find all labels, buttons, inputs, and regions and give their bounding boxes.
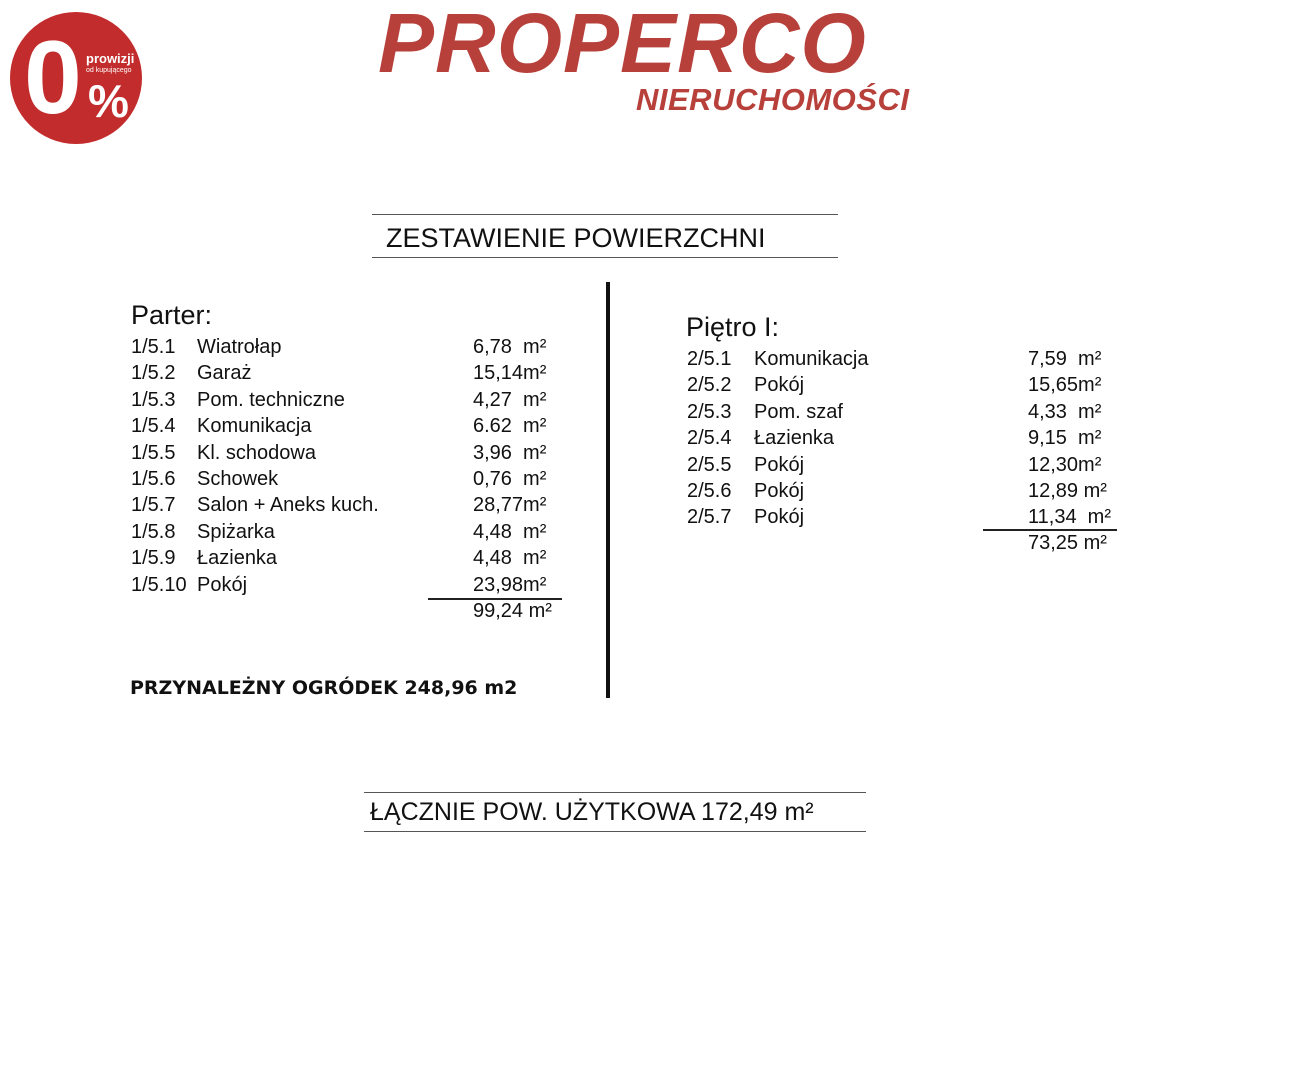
room-name: Pokój [197,573,248,596]
room-name: Łazienka [754,427,835,450]
room-area: 11,34 m² [1028,506,1111,529]
room-code: 1/5.1 [131,336,176,358]
room-row [131,361,591,385]
room-name: Wiatrołap [197,336,282,358]
room-row [131,441,591,465]
room-name: Pokój [754,453,805,476]
room-row [687,479,1147,503]
room-code: 1/5.7 [131,494,176,517]
room-area: 0,76 m² [473,468,547,490]
first-floor-heading: Piętro I: [686,312,780,342]
room-code: 1/5.4 [131,415,176,438]
room-area: 4,27 m² [473,388,547,411]
room-area: 15,65m² [1028,374,1102,397]
ground-floor-total: 99,24 m² [473,600,552,622]
room-row [131,493,591,517]
room-name: Schowek [197,468,279,490]
badge-zero: 0 [24,20,78,136]
grand-total-box [364,792,866,832]
room-row [131,414,591,438]
room-area: 12,89 m² [1028,480,1107,502]
room-code: 1/5.3 [131,388,176,411]
room-row [131,546,591,570]
room-area: 9,15 m² [1028,427,1102,450]
room-code: 2/5.3 [687,400,732,423]
room-code: 2/5.7 [687,506,732,529]
room-name: Pokój [754,374,805,397]
badge-from: od kupującego [86,67,132,74]
ground-floor-heading: Parter: [131,300,213,330]
room-code: 1/5.10 [131,573,187,596]
room-row [687,373,1147,397]
room-name: Garaż [197,362,252,385]
room-code: 1/5.6 [131,468,176,490]
page-title: ZESTAWIENIE POWIERZCHNI [386,223,766,253]
first-floor-total: 73,25 m² [1028,532,1107,554]
commission-badge [10,12,142,144]
room-code: 1/5.8 [131,520,176,543]
room-code: 1/5.5 [131,441,176,464]
room-name: Kl. schodowa [197,441,316,464]
room-row [131,573,591,597]
room-area: 6.62 m² [473,415,547,438]
room-code: 2/5.2 [687,374,732,397]
room-code: 1/5.2 [131,362,176,385]
room-row [687,505,1147,529]
room-row [687,347,1147,371]
room-code: 1/5.9 [131,547,176,570]
room-name: Komunikacja [754,348,869,370]
badge-prowizji: prowizji [86,51,135,66]
room-code: 2/5.4 [687,427,732,450]
room-row [131,335,591,359]
room-name: Pom. szaf [754,400,843,423]
room-name: Pokój [754,506,805,529]
room-area: 6,78 m² [473,336,547,358]
room-row [687,400,1147,424]
column-divider [606,282,610,698]
room-code: 2/5.1 [687,348,732,370]
room-code: 2/5.6 [687,480,732,502]
room-name: Spiżarka [197,520,275,543]
room-name: Salon + Aneks kuch. [197,494,379,517]
room-row [687,426,1147,450]
room-area: 3,96 m² [473,441,547,464]
room-name: Komunikacja [197,415,312,438]
room-row [131,467,591,491]
room-row [131,388,591,412]
badge-percent: % [88,75,129,127]
room-area: 4,48 m² [473,520,547,543]
room-area: 12,30m² [1028,453,1102,476]
room-row [131,520,591,544]
room-name: Pom. techniczne [197,388,345,411]
room-area: 4,33 m² [1028,400,1102,423]
room-code: 2/5.5 [687,453,732,476]
room-area: 4,48 m² [473,547,547,570]
room-area: 23,98m² [473,573,547,596]
page-title-box [372,214,838,258]
room-area: 28,77m² [473,494,547,517]
brand-logo: PROPERCO [378,0,867,90]
room-area: 15,14m² [473,362,547,385]
grand-total: ŁĄCZNIE POW. UŻYTKOWA 172,49 m² [370,798,814,826]
room-name: Pokój [754,480,805,502]
room-name: Łazienka [197,547,278,570]
brand-subtitle: NIERUCHOMOŚCI [636,82,910,117]
garden-area: PRZYNALEŻNY OGRÓDEK 248,96 m2 [130,677,518,699]
room-row [687,453,1147,477]
room-area: 7,59 m² [1028,348,1102,370]
